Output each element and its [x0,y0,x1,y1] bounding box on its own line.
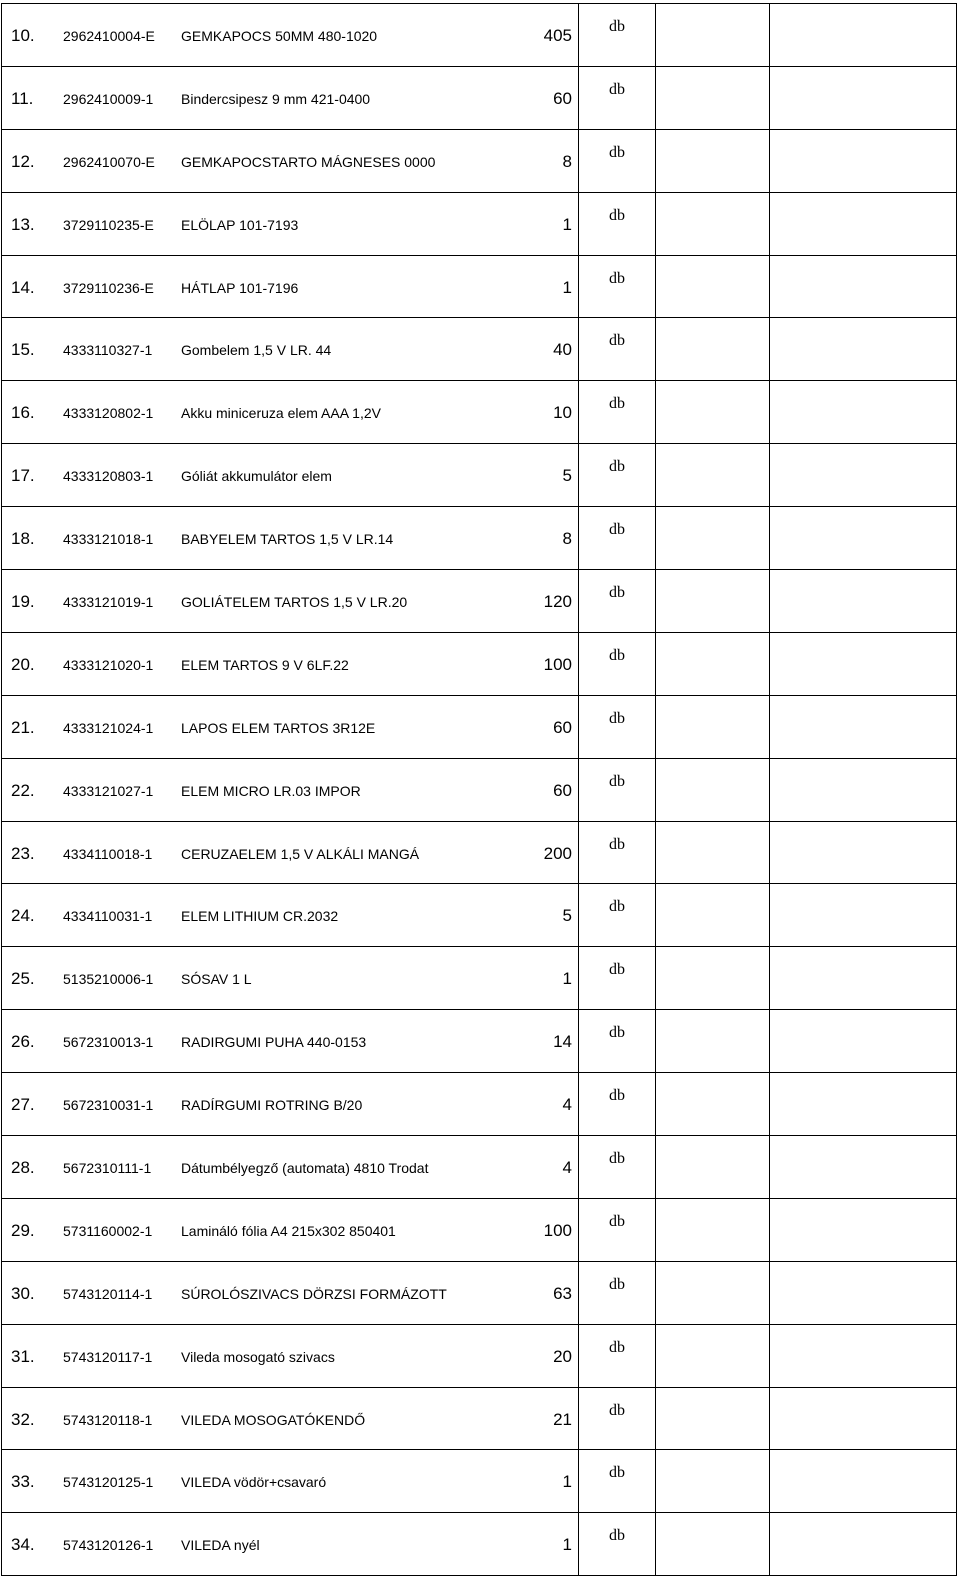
table-row [2,255,957,318]
item-quantity: 405 [543,26,572,45]
table-row [2,1198,957,1261]
item-unit: db [579,884,656,947]
row-number: 25. [11,969,35,989]
item-name: SÚROLÓSZIVACS DÖRZSI FORMÁZOTT [181,1285,447,1302]
table-row [2,695,957,758]
item-cell [2,1324,579,1387]
item-name: GEMKAPOCS 50MM 480-1020 [181,28,378,44]
item-code: 4334110031-1 [63,908,153,925]
item-unit: db [579,695,656,758]
empty-cell [656,318,770,381]
item-cell [2,1387,579,1450]
item-code: 5743120125-1 [63,1474,154,1491]
table-body [2,4,957,1576]
row-number: 31. [11,1346,35,1366]
item-cell [2,1010,579,1073]
empty-cell [770,1513,957,1576]
item-quantity: 100 [543,654,572,674]
table-row [2,632,957,695]
empty-cell [770,821,957,884]
row-number: 12. [11,151,35,171]
table-row [2,570,957,633]
item-name: Góliát akkumulátor elem [181,468,332,485]
item-unit: db [579,1136,656,1199]
empty-cell [656,1010,770,1073]
item-name: ELÖLAP 101-7193 [181,216,299,233]
row-number: 15. [11,340,35,360]
row-number: 24. [11,906,35,926]
empty-cell [770,1010,957,1073]
row-number: 33. [11,1472,35,1492]
item-cell [2,507,579,570]
empty-cell [770,884,957,947]
empty-cell [770,1387,957,1450]
item-quantity: 100 [543,1220,572,1240]
item-unit: db [579,1513,656,1576]
empty-cell [656,1513,770,1576]
item-unit: db [579,381,656,444]
item-cell [2,444,579,507]
table-row [2,192,957,255]
item-name: Gombelem 1,5 V LR. 44 [181,342,332,359]
item-quantity: 21 [553,1409,572,1429]
item-code: 4334110018-1 [63,845,153,862]
empty-cell [656,1450,770,1513]
order-items-table [1,3,957,1576]
empty-cell [656,129,770,192]
empty-cell [770,318,957,381]
row-number: 11. [11,88,34,108]
row-number: 18. [11,529,35,549]
empty-cell [770,947,957,1010]
table-row [2,1450,957,1513]
item-unit: db [579,129,656,192]
table-row [2,1387,957,1450]
item-code: 4333121019-1 [63,594,154,611]
item-quantity: 40 [553,340,572,360]
item-quantity: 10 [553,403,572,423]
item-code: 5672310031-1 [63,1097,154,1114]
item-code: 5135210006-1 [63,971,154,988]
empty-cell [770,570,957,633]
empty-cell [656,255,770,318]
item-name: GOLIÁTELEM TARTOS 1,5 V LR.20 [181,594,408,611]
item-cell [2,1513,579,1576]
item-name: Akku miniceruza elem AAA 1,2V [181,405,381,422]
table-row [2,947,957,1010]
empty-cell [770,632,957,695]
item-code: 4333121018-1 [63,531,154,548]
empty-cell [770,1136,957,1199]
item-unit: db [579,1261,656,1324]
table-row [2,1261,957,1324]
item-code: 3729110236-E [63,279,154,296]
item-quantity: 5 [562,906,572,926]
row-number: 13. [11,214,35,234]
item-name: Dátumbélyegző (automata) 4810 Trodat [181,1160,429,1177]
item-unit: db [579,758,656,821]
item-cell [2,570,579,633]
row-number: 28. [11,1158,35,1178]
item-name: HÁTLAP 101-7196 [181,279,299,296]
item-quantity: 120 [543,592,572,612]
item-unit: db [579,821,656,884]
row-number: 21. [11,717,35,737]
item-cell [2,1198,579,1261]
item-quantity: 4 [562,1095,572,1115]
item-code: 5743120114-1 [63,1285,153,1302]
table-row [2,4,957,67]
item-quantity: 1 [562,1535,572,1555]
item-name: VILEDA vödör+csavaró [181,1474,327,1491]
empty-cell [770,695,957,758]
item-quantity: 200 [543,843,572,863]
item-name: LAPOS ELEM TARTOS 3R12E [181,719,376,736]
row-number: 30. [11,1283,35,1303]
item-code: 5672310111-1 [63,1160,152,1177]
item-unit: db [579,1073,656,1136]
item-name: VILEDA MOSOGATÓKENDŐ [181,1411,366,1428]
item-unit: db [579,1450,656,1513]
empty-cell [656,66,770,129]
item-name: ELEM MICRO LR.03 IMPOR [181,782,361,799]
item-unit: db [579,1387,656,1450]
item-quantity: 63 [553,1283,572,1303]
empty-cell [656,381,770,444]
empty-cell [770,1450,957,1513]
item-code: 5731160002-1 [63,1222,153,1239]
item-unit: db [579,632,656,695]
item-cell [2,947,579,1010]
row-number: 14. [11,277,35,297]
empty-cell [656,1198,770,1261]
item-code: 2962410004-E [63,28,155,44]
item-code: 4333121024-1 [63,719,154,736]
item-code: 5743120118-1 [63,1411,153,1428]
item-code: 2962410009-1 [63,90,154,107]
item-code: 4333121020-1 [63,656,154,673]
empty-cell [656,884,770,947]
empty-cell [656,1387,770,1450]
table-row [2,129,957,192]
empty-cell [656,1073,770,1136]
item-unit: db [579,570,656,633]
empty-cell [656,1136,770,1199]
empty-cell [656,758,770,821]
item-cell [2,129,579,192]
row-number: 17. [11,466,35,486]
row-number: 22. [11,780,35,800]
item-code: 3729110235-E [63,216,154,233]
item-code: 5743120117-1 [63,1348,153,1365]
empty-cell [656,947,770,1010]
row-number: 27. [11,1095,35,1115]
item-name: ELEM TARTOS 9 V 6LF.22 [181,656,349,673]
empty-cell [656,570,770,633]
row-number: 26. [11,1032,35,1052]
item-code: 4333121027-1 [63,782,154,799]
item-quantity: 4 [562,1158,572,1178]
item-cell [2,1450,579,1513]
empty-cell [656,1261,770,1324]
item-cell [2,695,579,758]
table-row [2,1513,957,1576]
item-unit: db [579,1324,656,1387]
item-cell [2,1261,579,1324]
item-unit: db [579,1010,656,1073]
empty-cell [770,129,957,192]
item-quantity: 1 [562,214,572,234]
empty-cell [656,1324,770,1387]
item-quantity: 8 [562,529,572,549]
empty-cell [770,507,957,570]
item-cell [2,821,579,884]
item-unit: db [579,192,656,255]
item-quantity: 1 [562,969,572,989]
empty-cell [656,695,770,758]
empty-cell [656,821,770,884]
empty-cell [770,444,957,507]
item-code: 2962410070-E [63,153,155,170]
empty-cell [656,192,770,255]
item-name: Lamináló fólia A4 215x302 850401 [181,1222,396,1239]
table-row [2,66,957,129]
item-unit: db [579,507,656,570]
item-cell [2,758,579,821]
table-row [2,381,957,444]
row-number: 34. [11,1535,35,1555]
table-row [2,1073,957,1136]
empty-cell [770,1198,957,1261]
item-cell [2,318,579,381]
empty-cell [770,4,957,67]
item-name: SÓSAV 1 L [181,971,252,988]
item-code: 4333110327-1 [63,342,153,359]
item-quantity: 5 [562,466,572,486]
table-row [2,884,957,947]
item-name: Bindercsipesz 9 mm 421-0400 [181,90,371,107]
item-name: ELEM LITHIUM CR.2032 [181,908,339,925]
item-cell [2,632,579,695]
item-cell [2,66,579,129]
row-number: 29. [11,1220,35,1240]
empty-cell [770,381,957,444]
item-unit: db [579,66,656,129]
item-quantity: 14 [553,1032,572,1052]
table-row [2,1010,957,1073]
item-code: 4333120803-1 [63,468,154,485]
item-unit: db [579,444,656,507]
item-name: VILEDA nyél [181,1537,260,1554]
item-cell [2,1073,579,1136]
table-row [2,821,957,884]
item-code: 4333120802-1 [63,405,154,422]
item-code: 5672310013-1 [63,1034,154,1051]
table-row [2,444,957,507]
empty-cell [770,758,957,821]
item-cell [2,255,579,318]
empty-cell [770,1324,957,1387]
row-number: 32. [11,1409,35,1429]
table-row [2,1136,957,1199]
item-unit: db [579,947,656,1010]
item-cell [2,381,579,444]
item-quantity: 60 [553,780,572,800]
item-quantity: 20 [553,1346,572,1366]
item-cell [2,192,579,255]
empty-cell [770,192,957,255]
item-cell [2,1136,579,1199]
table-row [2,318,957,381]
row-number: 10. [11,26,35,45]
empty-cell [770,66,957,129]
item-name: Vileda mosogató szivacs [181,1348,335,1365]
item-unit: db [579,318,656,381]
item-quantity: 8 [562,151,572,171]
table-row [2,507,957,570]
row-number: 23. [11,843,35,863]
item-quantity: 1 [562,277,572,297]
row-number: 19. [11,592,35,612]
empty-cell [770,1261,957,1324]
empty-cell [656,632,770,695]
item-quantity: 1 [562,1472,572,1492]
empty-cell [656,444,770,507]
item-code: 5743120126-1 [63,1537,154,1554]
item-name: RADÍRGUMI ROTRING B/20 [181,1097,363,1114]
table-row [2,758,957,821]
empty-cell [770,1073,957,1136]
empty-cell [656,507,770,570]
item-name: BABYELEM TARTOS 1,5 V LR.14 [181,531,394,548]
item-name: RADIRGUMI PUHA 440-0153 [181,1034,367,1051]
empty-cell [656,4,770,67]
item-name: GEMKAPOCSTARTO MÁGNESES 0000 [181,153,436,170]
item-quantity: 60 [553,88,572,108]
item-name: CERUZAELEM 1,5 V ALKÁLI MANGÁ [181,845,420,862]
item-quantity: 60 [553,717,572,737]
item-unit: db [579,255,656,318]
row-number: 16. [11,403,35,423]
row-number: 20. [11,654,35,674]
item-unit: db [579,1198,656,1261]
table-row [2,1324,957,1387]
item-unit: db [579,4,656,67]
item-cell [2,4,579,67]
item-cell [2,884,579,947]
empty-cell [770,255,957,318]
